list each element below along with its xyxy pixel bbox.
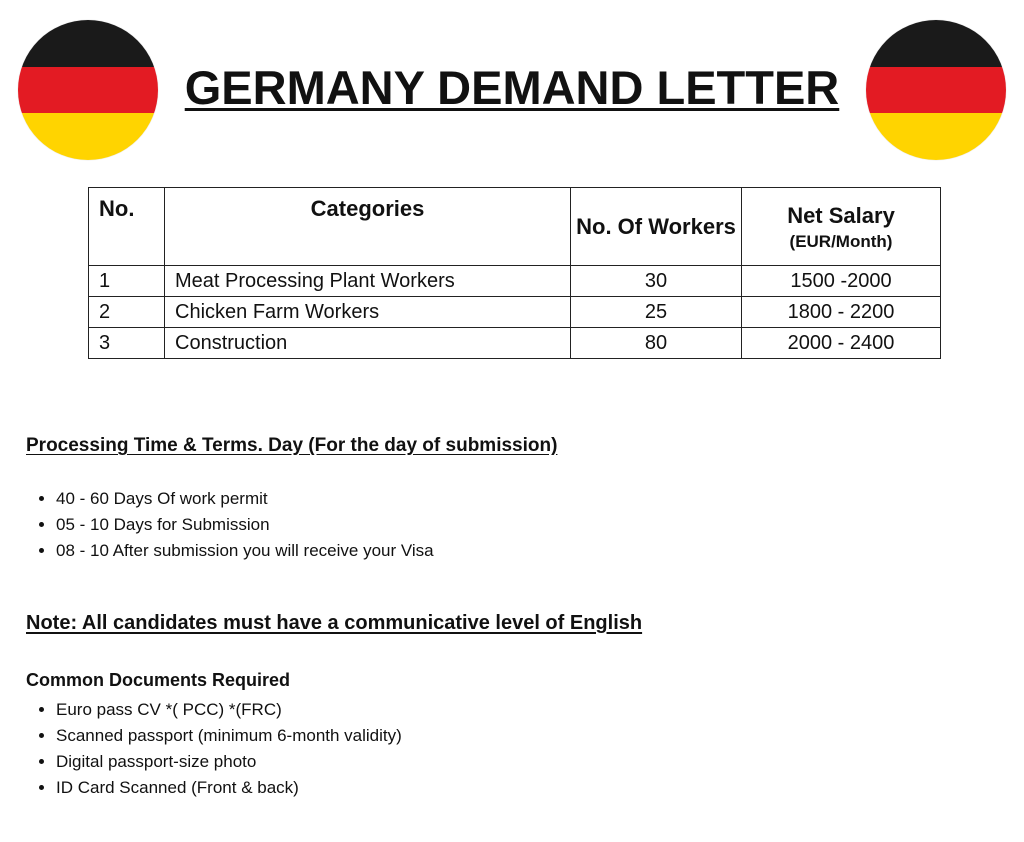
list-item: • 40 - 60 Days Of work permit xyxy=(56,486,434,512)
list-item: • 08 - 10 After submission you will receive your Visa xyxy=(56,538,434,564)
row-category: Chicken Farm Workers xyxy=(165,297,571,328)
demand-table xyxy=(88,187,941,359)
row-no: 1 xyxy=(89,266,165,297)
row-no: 2 xyxy=(89,297,165,328)
page-title-text: GERMANY DEMAND LETTER xyxy=(184,61,840,114)
header-salary xyxy=(742,188,941,266)
processing-heading: Processing Time & Terms. Day (For the day of submission) xyxy=(26,435,558,456)
list-item: • Euro pass CV *( PCC) *(FRC) xyxy=(56,697,402,723)
row-salary: 1500 -2000 xyxy=(742,266,941,297)
row-no: 3 xyxy=(89,328,165,359)
row-workers: 80 xyxy=(571,328,742,359)
row-workers: 25 xyxy=(571,297,742,328)
list-item: • Digital passport-size photo xyxy=(56,749,402,775)
header-categories: Categories xyxy=(165,188,571,266)
documents-list xyxy=(26,697,402,801)
header-workers: No. Of Workers xyxy=(571,188,742,266)
table-row xyxy=(89,266,941,297)
row-salary: 2000 - 2400 xyxy=(742,328,941,359)
page-title xyxy=(0,58,1024,118)
table-row xyxy=(89,297,941,328)
note-text: Note: All candidates must have a communicative level of English xyxy=(26,612,643,634)
table-header-row xyxy=(89,188,941,266)
header-no: No. xyxy=(89,188,165,266)
list-item: • ID Card Scanned (Front & back) xyxy=(56,775,402,801)
header-salary-label: Net Salary xyxy=(787,202,895,228)
row-salary: 1800 - 2200 xyxy=(742,297,941,328)
list-item: • Scanned passport (minimum 6-month validity) xyxy=(56,723,402,749)
flag-gold-stripe xyxy=(18,113,158,160)
list-item: • 05 - 10 Days for Submission xyxy=(56,512,434,538)
table-row xyxy=(89,328,941,359)
flag-gold-stripe xyxy=(866,113,1006,160)
row-category: Meat Processing Plant Workers xyxy=(165,266,571,297)
row-category: Construction xyxy=(165,328,571,359)
processing-list xyxy=(26,486,434,564)
documents-heading: Common Documents Required xyxy=(26,670,291,690)
header-salary-unit: (EUR/Month) xyxy=(789,231,893,251)
row-workers: 30 xyxy=(571,266,742,297)
